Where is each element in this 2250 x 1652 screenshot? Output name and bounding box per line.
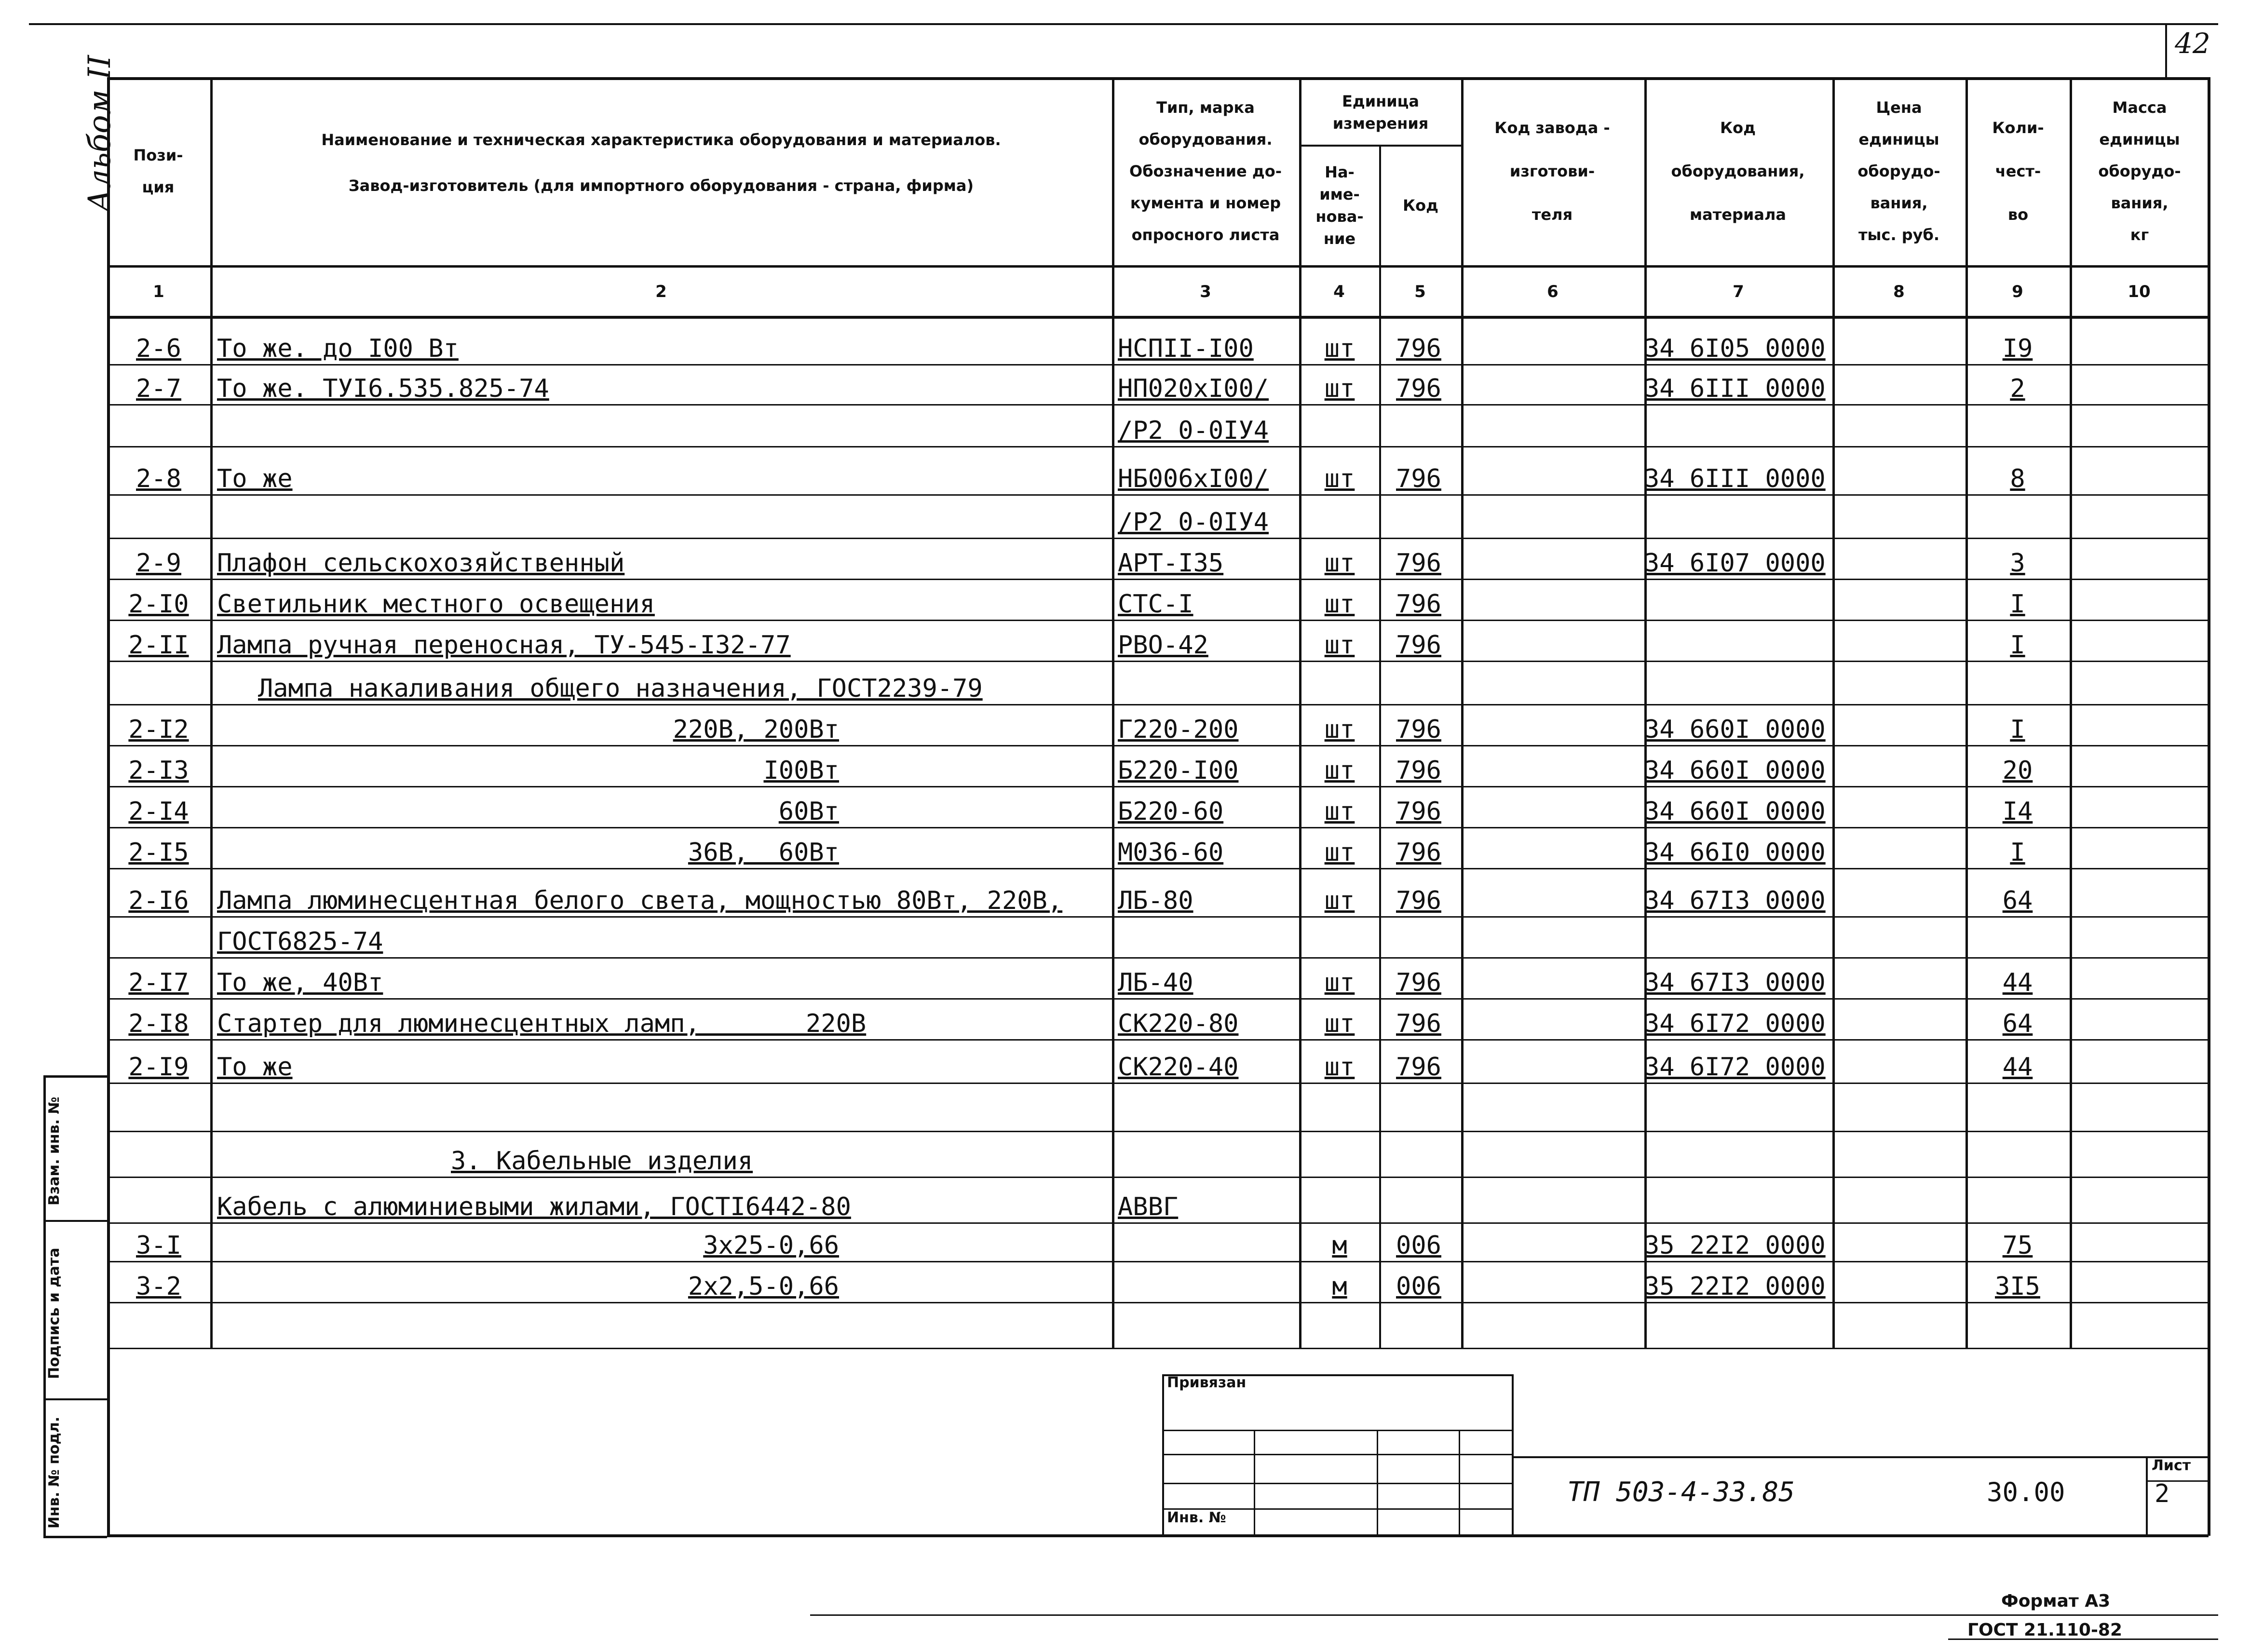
- rule-line: [1512, 1374, 1514, 1536]
- row-type: ЛБ-80: [1118, 886, 1193, 915]
- row-type: Г220-200: [1118, 715, 1239, 744]
- row-type: /Р2 0-0IУ4: [1118, 416, 1269, 445]
- header-mass: Масса единицы оборудо- вания, кг: [2098, 98, 2181, 244]
- row-unit-code: 796: [1396, 968, 1441, 997]
- row-quantity: I: [2010, 715, 2025, 744]
- page-number: 42: [2175, 27, 2210, 60]
- row-type: АРТ-I35: [1118, 549, 1224, 578]
- row-unit-code: 796: [1396, 334, 1441, 363]
- rule-line: [107, 1348, 2209, 1349]
- row-position: 2-I6: [128, 886, 189, 915]
- row-position: 2-I7: [128, 968, 189, 997]
- row-name: ГОСТ6825-74: [217, 927, 383, 956]
- row-unit-code: 796: [1396, 797, 1441, 826]
- row-quantity: 64: [2002, 886, 2033, 915]
- row-equipment-code: 34 6I07 0000: [1644, 549, 1826, 578]
- column-number: 10: [2128, 282, 2151, 301]
- row-name: 60Вт: [778, 797, 839, 826]
- row-unit-code: 796: [1396, 838, 1441, 867]
- row-name: Светильник местного освещения: [217, 590, 655, 619]
- row-equipment-code: 35 22I2 0000: [1644, 1272, 1826, 1301]
- row-unit-code: 796: [1396, 464, 1441, 493]
- row-name: Лампа накаливания общего назначения, ГОСТ2239-79: [258, 674, 983, 703]
- row-name: То же, 40Вт: [217, 968, 383, 997]
- privyazan-label: Привязан: [1167, 1374, 1247, 1391]
- row-position: 2-I2: [128, 715, 189, 744]
- column-number: 9: [2012, 282, 2023, 301]
- row-equipment-code: 34 6I72 0000: [1644, 1009, 1826, 1038]
- rule-line: [107, 620, 2209, 621]
- rule-line: [107, 446, 2209, 447]
- rule-line: [1379, 316, 1381, 1348]
- vzam-inv-label: Взам. инв. №: [46, 1097, 63, 1205]
- row-name: Лампа ручная переносная, ТУ-545-I32-77: [217, 631, 791, 660]
- row-quantity: 64: [2002, 1009, 2033, 1038]
- rule-line: [107, 1302, 2209, 1303]
- row-unit: шт: [1324, 549, 1355, 578]
- row-quantity: I9: [2002, 334, 2033, 363]
- row-type: АВВГ: [1118, 1192, 1179, 1221]
- rule-line: [1512, 1456, 2209, 1458]
- column-number: 3: [1200, 282, 1211, 301]
- row-quantity: 2: [2010, 374, 2025, 403]
- row-type: СК220-40: [1118, 1053, 1239, 1082]
- row-name: Плафон сельскохозяйственный: [217, 549, 625, 578]
- rule-line: [107, 1222, 2209, 1224]
- row-equipment-code: 34 6I72 0000: [1644, 1053, 1826, 1082]
- rule-line: [107, 538, 2209, 539]
- column-number: 5: [1414, 282, 1426, 301]
- rule-line: [107, 494, 2209, 496]
- row-unit: шт: [1324, 886, 1355, 915]
- row-type: СК220-80: [1118, 1009, 1239, 1038]
- row-equipment-code: 34 660I 0000: [1644, 756, 1826, 785]
- rule-line: [107, 998, 2209, 1000]
- rule-line: [107, 1083, 2209, 1084]
- sheet-code: 30.00: [1987, 1477, 2065, 1507]
- row-unit-code: 796: [1396, 1053, 1441, 1082]
- column-number: 1: [153, 282, 164, 301]
- row-equipment-code: 34 67I3 0000: [1644, 886, 1826, 915]
- row-name: I00Вт: [763, 756, 839, 785]
- row-quantity: I4: [2002, 797, 2033, 826]
- rule-line: [107, 579, 2209, 580]
- header-name-line1: Наименование и техническая характеристика оборудования и материалов.: [321, 131, 1001, 149]
- rule-line: [107, 957, 2209, 959]
- row-quantity: I: [2010, 838, 2025, 867]
- row-name: Лампа люминесцентная белого света, мощностью 80Вт, 220В,: [217, 886, 1063, 915]
- rule-line: [2165, 23, 2167, 77]
- rule-line: [43, 1220, 107, 1222]
- row-unit-code: 796: [1396, 590, 1441, 619]
- sheet-number: 2: [2155, 1479, 2170, 1508]
- row-type: Б220-60: [1118, 797, 1224, 826]
- row-unit: шт: [1324, 715, 1355, 744]
- header-name-line2: Завод-изготовитель (для импортного оборудования - страна, фирма): [348, 176, 974, 195]
- row-unit-code: 796: [1396, 549, 1441, 578]
- rule-line: [107, 1261, 2209, 1262]
- column-number: 7: [1733, 282, 1744, 301]
- row-name: 2х2,5-0,66: [688, 1272, 839, 1301]
- row-quantity: 75: [2002, 1231, 2033, 1260]
- row-unit: шт: [1324, 838, 1355, 867]
- row-unit-code: 796: [1396, 715, 1441, 744]
- row-unit: шт: [1324, 374, 1355, 403]
- row-name: 220В, 200Вт: [673, 715, 839, 744]
- row-equipment-code: 34 660I 0000: [1644, 797, 1826, 826]
- row-name: Кабель с алюминиевыми жилами, ГОСТI6442-80: [217, 1192, 851, 1221]
- row-equipment-code: 34 66I0 0000: [1644, 838, 1826, 867]
- row-type: Б220-I00: [1118, 756, 1239, 785]
- row-quantity: 3I5: [1995, 1272, 2040, 1301]
- row-type: НБ006хI00/: [1118, 464, 1269, 493]
- row-unit: шт: [1324, 631, 1355, 660]
- rule-line: [43, 1398, 107, 1400]
- header-unit-code: Код: [1403, 196, 1438, 215]
- header-type: Тип, марка оборудования. Обозначение до- кумента и номер опросного листа: [1129, 98, 1282, 244]
- row-quantity: 20: [2002, 756, 2033, 785]
- row-type: НП020хI00/: [1118, 374, 1269, 403]
- row-unit: шт: [1324, 797, 1355, 826]
- row-unit: шт: [1324, 1009, 1355, 1038]
- header-factory-code: Код завода - изготови- теля: [1494, 119, 1610, 224]
- column-number: 6: [1547, 282, 1559, 301]
- row-unit: м: [1332, 1231, 1347, 1260]
- row-quantity: 3: [2010, 549, 2025, 578]
- sheet-label: Лист: [2152, 1457, 2191, 1474]
- row-position: 2-6: [136, 334, 181, 363]
- row-quantity: 44: [2002, 1053, 2033, 1082]
- rule-line: [810, 1614, 2218, 1616]
- row-type: СТС-I: [1118, 590, 1193, 619]
- row-position: 3-2: [136, 1272, 181, 1301]
- row-quantity: 8: [2010, 464, 2025, 493]
- row-unit-code: 796: [1396, 374, 1441, 403]
- row-type: ЛБ-40: [1118, 968, 1193, 997]
- rule-line: [29, 23, 2218, 25]
- row-position: 2-9: [136, 549, 181, 578]
- header-unit-name: На- име- нова- ние: [1315, 163, 1364, 248]
- rule-line: [107, 1534, 2209, 1537]
- row-equipment-code: 34 67I3 0000: [1644, 968, 1826, 997]
- column-number: 2: [655, 282, 667, 301]
- row-type: РВО-42: [1118, 631, 1208, 660]
- rule-line: [107, 868, 2209, 869]
- header-quantity: Коли- чест- во: [1992, 119, 2044, 224]
- row-name: То же. до I00 Вт: [217, 334, 459, 363]
- row-position: 3-I: [136, 1231, 181, 1260]
- row-unit-code: 796: [1396, 631, 1441, 660]
- row-quantity: 44: [2002, 968, 2033, 997]
- column-number: 8: [1893, 282, 1905, 301]
- row-position: 2-I9: [128, 1053, 189, 1082]
- rule-line: [107, 1177, 2209, 1178]
- row-position: 2-7: [136, 374, 181, 403]
- rule-line: [107, 661, 2209, 662]
- rule-line: [107, 364, 2209, 366]
- rule-line: [1459, 1430, 1460, 1536]
- row-name: 36В, 60Вт: [688, 838, 839, 867]
- row-unit: шт: [1324, 590, 1355, 619]
- row-equipment-code: 35 22I2 0000: [1644, 1231, 1826, 1260]
- row-position: 2-I5: [128, 838, 189, 867]
- rule-line: [107, 827, 2209, 828]
- row-unit: шт: [1324, 334, 1355, 363]
- row-unit-code: 796: [1396, 756, 1441, 785]
- row-unit: шт: [1324, 968, 1355, 997]
- row-unit-code: 006: [1396, 1272, 1441, 1301]
- row-name: То же. ТУI6.535.825-74: [217, 374, 549, 403]
- album-label: Альбом II: [82, 55, 118, 212]
- rule-line: [43, 1075, 107, 1078]
- row-equipment-code: 34 6III 0000: [1644, 374, 1826, 403]
- row-position: 2-I4: [128, 797, 189, 826]
- row-section-title: 3. Кабельные изделия: [451, 1147, 753, 1176]
- row-quantity: I: [2010, 631, 2025, 660]
- rule-line: [43, 1536, 107, 1538]
- rule-line: [107, 786, 2209, 787]
- row-type: НСПII-I00: [1118, 334, 1254, 363]
- row-type: М036-60: [1118, 838, 1224, 867]
- document-code: ТП 503-4-33.85: [1567, 1476, 1795, 1508]
- rule-line: [107, 745, 2209, 746]
- row-unit-code: 796: [1396, 886, 1441, 915]
- row-unit-code: 006: [1396, 1231, 1441, 1260]
- row-equipment-code: 34 660I 0000: [1644, 715, 1826, 744]
- format-label: Формат А3: [2001, 1591, 2111, 1611]
- inv-podl-label: Инв. № подл.: [46, 1416, 63, 1529]
- row-name: То же: [217, 464, 293, 493]
- row-unit: шт: [1324, 1053, 1355, 1082]
- row-equipment-code: 34 6I05 0000: [1644, 334, 1826, 363]
- row-unit: шт: [1324, 464, 1355, 493]
- row-quantity: I: [2010, 590, 2025, 619]
- rule-line: [107, 1039, 2209, 1041]
- gost-label: ГОСТ 21.110-82: [1967, 1620, 2123, 1640]
- rule-line: [107, 1131, 2209, 1132]
- row-name: Стартер для люминесцентных ламп, 220В: [217, 1009, 867, 1038]
- header-equipment-code: Код оборудования, материала: [1671, 119, 1805, 224]
- row-position: 2-8: [136, 464, 181, 493]
- row-position: 2-I0: [128, 590, 189, 619]
- inv-no-label: Инв. №: [1167, 1509, 1226, 1526]
- rule-line: [1377, 1430, 1378, 1536]
- signature-date-label: Подпись и дата: [46, 1247, 63, 1379]
- rule-line: [107, 704, 2209, 705]
- row-name: 3х25-0,66: [703, 1231, 839, 1260]
- row-unit: м: [1332, 1272, 1347, 1301]
- header-position: Пози- ция: [133, 146, 183, 196]
- rule-line: [1254, 1430, 1255, 1536]
- row-unit: шт: [1324, 756, 1355, 785]
- row-position: 2-I8: [128, 1009, 189, 1038]
- header-unit: Единица измерения: [1332, 92, 1429, 133]
- column-number: 4: [1333, 282, 1345, 301]
- row-equipment-code: 34 6III 0000: [1644, 464, 1826, 493]
- rule-line: [2146, 1456, 2148, 1536]
- row-type: /Р2 0-0IУ4: [1118, 508, 1269, 537]
- row-name: То же: [217, 1053, 293, 1082]
- row-position: 2-II: [128, 631, 189, 660]
- rule-line: [107, 316, 2209, 319]
- rule-line: [107, 916, 2209, 918]
- row-position: 2-I3: [128, 756, 189, 785]
- rule-line: [107, 404, 2209, 406]
- row-unit-code: 796: [1396, 1009, 1441, 1038]
- header-price: Цена единицы оборудо- вания, тыс. руб.: [1857, 98, 1940, 244]
